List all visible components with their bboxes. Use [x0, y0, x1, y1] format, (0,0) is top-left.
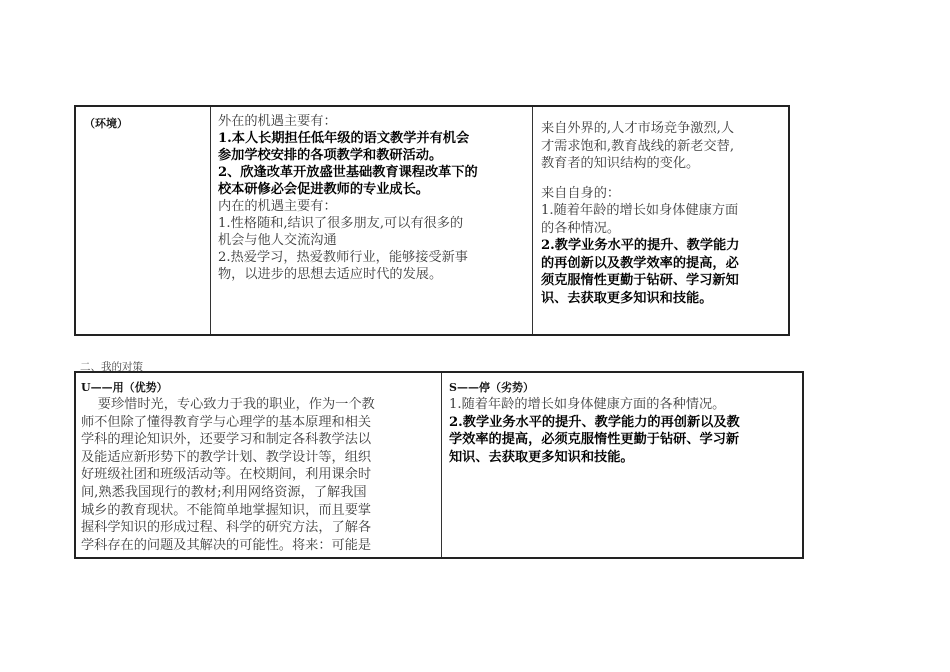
text-line: 师不但除了懂得教育学与心理学的基本原理和相关 — [81, 414, 372, 430]
weaknesses-header: S——停（劣势） — [449, 381, 534, 394]
text-line: 2.教学业务水平的提升、教学能力的再创新以及教 — [449, 414, 740, 430]
text-line: 知识、去获取更多知识和技能。 — [449, 449, 634, 465]
spacer — [541, 173, 789, 185]
text-line: 学效率的提高，必须克服惰性更勤于钻研、学习新 — [449, 432, 740, 448]
text-line: 内在的机遇主要有： — [218, 199, 337, 214]
opportunities-cell — [218, 113, 526, 283]
text-line: 握科学知识的形成过程、科学的研究方法，了解各 — [81, 520, 372, 536]
text-line: 须克服惰性更勤于钻研、学习新知 — [541, 273, 739, 288]
text-line: 要珍惜时光，专心致力于我的职业，作为一个教 — [81, 397, 375, 412]
column-divider — [210, 107, 211, 334]
text-line: 学科存在的问题及其解决的可能性。将来：可能是 — [81, 537, 372, 553]
text-line: 来自自身的： — [541, 185, 621, 201]
swot-table — [74, 105, 790, 336]
text-line: 机会与他人交流沟通 — [218, 233, 337, 248]
text-line: 外在的机遇主要有： — [218, 114, 337, 129]
text-line: 学科的理论知识外，还要学习和制定各科教学法以 — [81, 432, 372, 448]
strategy-table — [74, 371, 804, 559]
column-divider — [532, 107, 533, 334]
environment-label: （环境） — [84, 117, 128, 130]
text-line: 及能适应新形势下的教学计划、教学设计等，组织 — [81, 449, 372, 465]
text-line: 参加学校安排的各项教学和教研活动。 — [218, 148, 443, 163]
threats-cell — [541, 120, 789, 307]
text-line: 教育者的知识结构的变化。 — [541, 156, 700, 171]
text-line: 2.热爱学习，热爱教师行业，能够接受新事 — [218, 250, 468, 265]
text-line: 2、欣逢改革开放盛世基础教育课程改革下的 — [218, 165, 478, 180]
text-line: 的各种情况。 — [541, 220, 621, 236]
text-line: 来自外界的,人才市场竞争激烈,人 — [541, 121, 735, 136]
text-line: 间,熟悉我国现行的教材;利用网络资源，了解我国 — [81, 484, 367, 500]
text-line: 城乡的教育现状。不能简单地掌握知识，而且要掌 — [81, 502, 372, 518]
strengths-header: U——用（优势） — [81, 381, 168, 394]
strengths-cell — [81, 396, 437, 554]
text-line: 2.教学业务水平的提升、教学能力 — [541, 238, 740, 253]
text-line: 识、去获取更多知识和技能。 — [541, 290, 713, 306]
weaknesses-cell — [449, 396, 799, 466]
section-heading: 二、我的对策 — [80, 361, 143, 373]
text-line: 1.性格随和,结识了很多朋友,可以有很多的 — [218, 216, 464, 231]
text-line: 1.随着年龄的增长如身体健康方面的各种情况。 — [449, 397, 726, 412]
text-line: 的再创新以及教学效率的提高，必 — [541, 255, 739, 271]
text-line: 校本研修必会促进教师的专业成长。 — [218, 182, 429, 197]
column-divider — [441, 373, 442, 557]
text-line: 才需求饱和,教育战线的新老交替, — [541, 138, 735, 154]
text-line: 物，以进步的思想去适应时代的发展。 — [218, 267, 443, 282]
text-line: 好班级社团和班级活动等。在校期间，利用课余时 — [81, 467, 372, 483]
text-line: 1.随着年龄的增长如身体健康方面 — [541, 203, 739, 218]
text-line: 1.本人长期担任低年级的语文教学并有机会 — [218, 131, 470, 146]
